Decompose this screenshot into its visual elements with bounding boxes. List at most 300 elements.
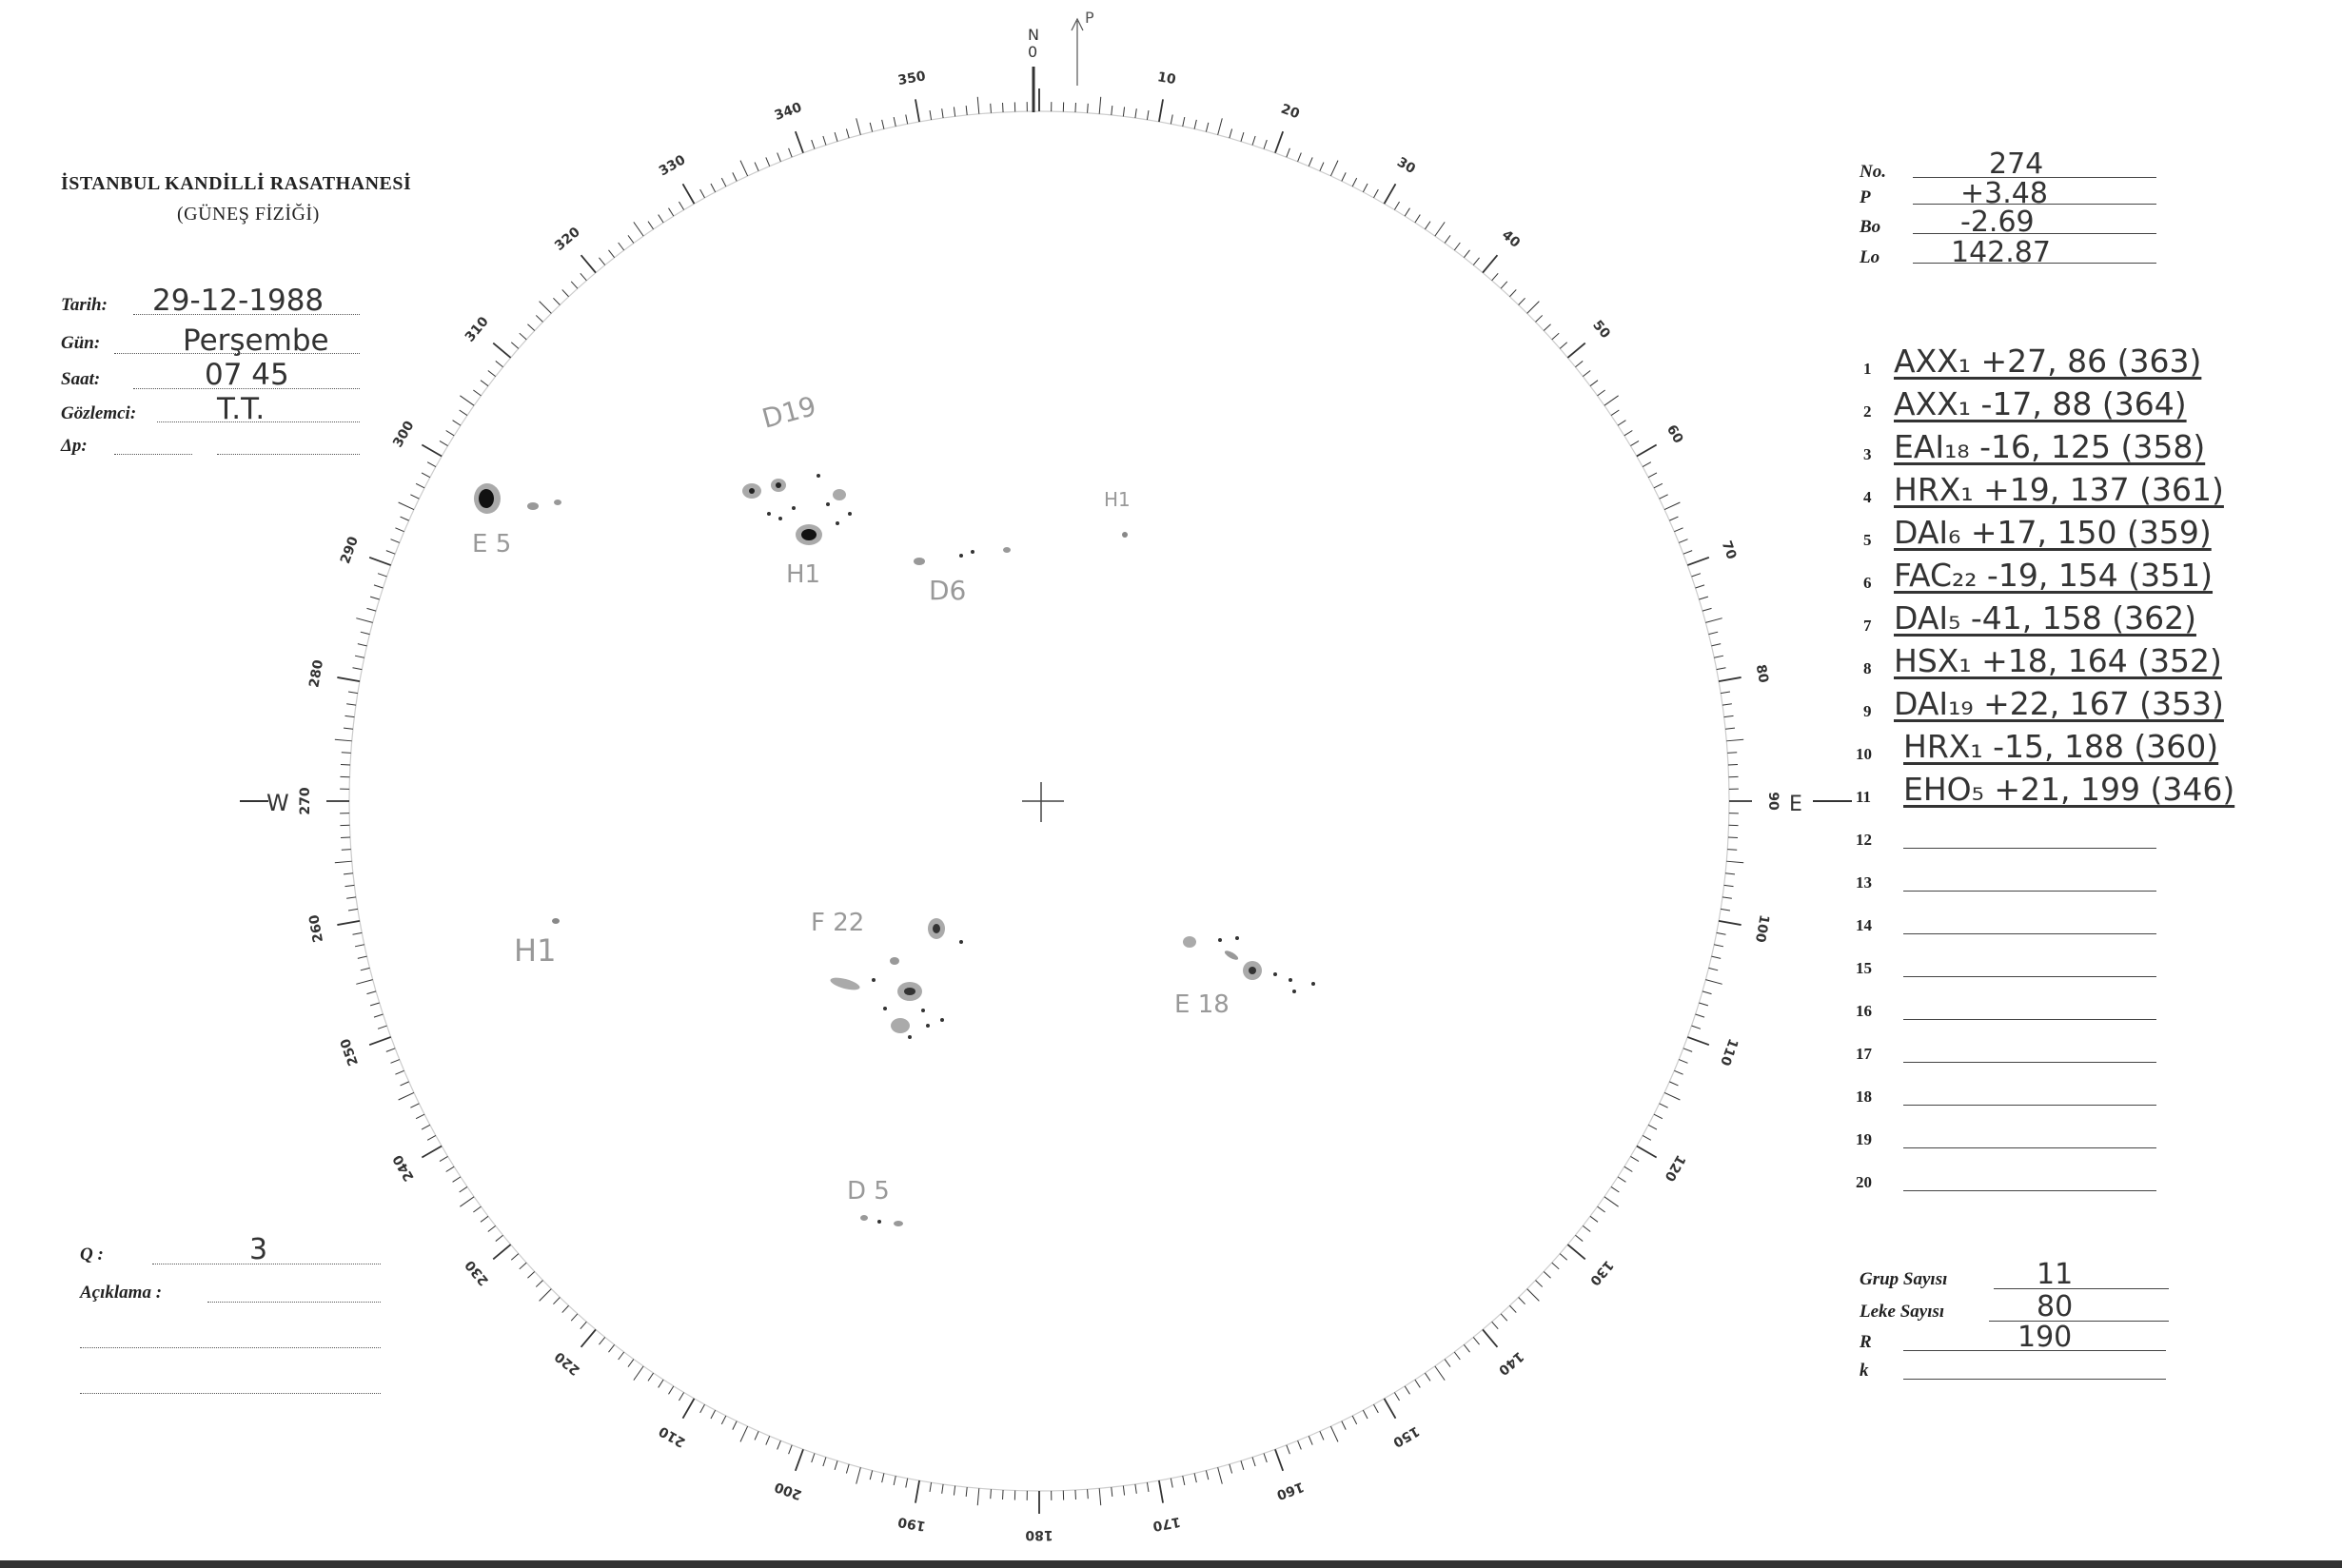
degree-tick — [1726, 861, 1743, 863]
time-label: Saat: — [61, 369, 101, 389]
degree-tick — [581, 273, 587, 281]
group-row-number: 10 — [1856, 745, 1872, 763]
degree-label: 210 — [656, 1422, 689, 1450]
degree-tick — [1425, 222, 1430, 229]
group-row-text: HSX₁ +18, 164 (352) — [1894, 642, 2222, 679]
degree-tick — [460, 1186, 467, 1192]
degree-tick — [399, 502, 414, 510]
degree-tick — [1664, 1092, 1680, 1100]
degree-tick — [1159, 1480, 1163, 1503]
degree-tick — [991, 104, 992, 113]
degree-label: 50 — [1589, 317, 1614, 343]
group-row-number: 4 — [1863, 488, 1872, 506]
degree-tick — [1099, 1488, 1101, 1505]
degree-label: 40 — [1498, 226, 1524, 251]
degree-tick — [882, 1473, 884, 1482]
group-row-number: 18 — [1856, 1088, 1872, 1106]
degree-tick — [1287, 1445, 1290, 1454]
degree-label: 350 — [896, 69, 927, 89]
degree-label: 160 — [1274, 1478, 1307, 1503]
degree-tick — [1552, 333, 1559, 340]
degree-tick — [1218, 1467, 1223, 1483]
degree-tick — [361, 968, 370, 970]
degree-tick — [527, 324, 534, 331]
degree-label: 290 — [337, 534, 363, 566]
degree-tick — [366, 991, 376, 994]
sunspot-group-d19 — [742, 474, 852, 545]
degree-tick — [361, 632, 370, 634]
degree-tick — [386, 551, 395, 555]
group-row-text: AXX₁ -17, 88 (364) — [1894, 385, 2187, 422]
degree-tick — [648, 1373, 654, 1381]
date-label: Tarih: — [61, 295, 108, 315]
degree-label: 180 — [1025, 1527, 1053, 1542]
degree-tick — [1519, 1298, 1525, 1304]
degree-tick — [789, 148, 793, 157]
degree-tick — [1724, 885, 1734, 886]
degree-tick — [1230, 128, 1232, 138]
degree-tick — [453, 421, 461, 425]
degree-tick — [1728, 837, 1738, 838]
degree-tick — [1567, 343, 1584, 358]
degree-tick — [416, 483, 424, 488]
degree-tick — [1206, 123, 1208, 132]
degree-tick — [1527, 302, 1540, 314]
degree-label: 120 — [1661, 1151, 1688, 1185]
degree-tick — [1147, 1482, 1149, 1492]
degree-label: 300 — [390, 418, 418, 451]
spot-label-e5: E 5 — [472, 530, 512, 559]
degree-tick — [1702, 608, 1712, 611]
degree-label: 100 — [1751, 913, 1772, 944]
degree-tick — [1711, 956, 1721, 958]
degree-tick — [344, 715, 354, 716]
degree-tick — [634, 1366, 643, 1381]
degree-tick — [1159, 99, 1163, 122]
degree-tick — [1415, 1380, 1420, 1387]
r-value: 190 — [2017, 1321, 2073, 1354]
degree-tick — [1171, 115, 1172, 125]
degree-tick — [1309, 157, 1312, 166]
degree-label: 130 — [1586, 1257, 1617, 1288]
bo-label: Bo — [1860, 217, 1881, 237]
degree-tick — [619, 243, 624, 250]
degree-tick — [353, 932, 363, 934]
degree-tick — [599, 258, 604, 265]
degree-tick — [1342, 172, 1346, 181]
degree-tick — [954, 1486, 955, 1496]
degree-tick — [777, 153, 781, 162]
day-label: Gün: — [61, 333, 101, 353]
degree-tick — [1567, 1245, 1584, 1259]
degree-tick — [1241, 132, 1244, 142]
degree-tick — [1630, 1156, 1639, 1161]
degree-tick — [1705, 980, 1722, 985]
degree-tick — [536, 315, 542, 322]
degree-label: 200 — [772, 1478, 804, 1503]
degree-tick — [1702, 991, 1712, 994]
degree-tick — [1717, 932, 1726, 934]
degree-tick — [473, 390, 481, 396]
degree-tick — [755, 163, 758, 171]
degree-tick — [1352, 1416, 1357, 1424]
degree-tick — [648, 222, 654, 229]
p-label: P — [1860, 187, 1871, 207]
degree-tick — [395, 1070, 403, 1074]
degree-tick — [1721, 909, 1730, 911]
degree-tick — [460, 410, 467, 416]
spot-count-label: Leke Sayısı — [1860, 1302, 1945, 1322]
degree-tick — [358, 956, 367, 958]
degree-tick — [619, 1352, 624, 1360]
degree-tick — [1674, 1070, 1683, 1074]
group-row-text: DAI₅ -41, 158 (362) — [1894, 599, 2196, 637]
degree-tick — [1598, 1206, 1605, 1212]
group-row-number: 17 — [1856, 1045, 1872, 1063]
degree-tick — [1194, 1473, 1196, 1482]
degree-tick — [1536, 315, 1543, 322]
group-row-number: 8 — [1863, 659, 1872, 677]
degree-tick — [1483, 255, 1497, 272]
time-value: 07 45 — [205, 358, 289, 392]
degree-tick — [427, 462, 436, 467]
degree-tick — [1722, 704, 1732, 705]
p-value: +3.48 — [1960, 177, 2048, 210]
degree-tick — [1643, 462, 1651, 467]
degree-tick — [1598, 390, 1605, 396]
degree-tick — [366, 608, 376, 611]
lo-value: 142.87 — [1951, 236, 2051, 269]
degree-tick — [422, 1125, 430, 1129]
degree-tick — [1719, 921, 1742, 925]
degree-tick — [540, 1289, 552, 1302]
degree-tick — [358, 644, 367, 646]
degree-tick — [740, 161, 748, 176]
degree-tick — [1425, 1373, 1430, 1381]
degree-tick — [1683, 551, 1692, 555]
degree-tick — [1679, 539, 1687, 543]
degree-label: 310 — [462, 314, 492, 345]
degree-label: 280 — [306, 658, 327, 689]
degree-tick — [1464, 1344, 1469, 1352]
degree-tick — [1275, 1449, 1283, 1471]
note-label: Açıklama : — [80, 1283, 163, 1303]
degree-tick — [1183, 1476, 1185, 1485]
degree-tick — [395, 528, 403, 532]
degree-tick — [1473, 258, 1479, 265]
degree-tick — [562, 1305, 569, 1312]
degree-tick — [344, 873, 353, 874]
degree-tick — [1241, 1460, 1244, 1470]
spot-label-h1-left: H1 — [514, 932, 557, 969]
degree-tick — [1123, 107, 1124, 116]
degree-tick — [446, 431, 454, 436]
degree-tick — [1454, 243, 1460, 250]
degree-tick — [1509, 289, 1516, 296]
degree-tick — [1679, 1060, 1687, 1064]
sunspot-group-h1-right — [1122, 532, 1128, 538]
degree-tick — [796, 1449, 803, 1471]
degree-tick — [1088, 1489, 1089, 1499]
degree-tick — [711, 184, 716, 192]
degree-tick — [422, 1147, 442, 1158]
degree-tick — [1660, 1104, 1668, 1107]
degree-tick — [1509, 1305, 1516, 1312]
group-row-text: FAC₂₂ -19, 154 (351) — [1894, 557, 2214, 594]
degree-label: 30 — [1394, 154, 1418, 178]
degree-tick — [342, 850, 351, 851]
degree-tick — [581, 1322, 587, 1329]
north-label: N — [1028, 26, 1039, 44]
group-row-number: 11 — [1856, 788, 1872, 806]
group-row-text: AXX₁ +27, 86 (363) — [1894, 343, 2202, 380]
degree-tick — [1687, 558, 1709, 565]
group-row-number: 6 — [1863, 574, 1872, 592]
degree-tick — [370, 597, 380, 599]
degree-tick — [1721, 692, 1730, 694]
degree-tick — [440, 441, 448, 445]
degree-tick — [659, 1380, 663, 1387]
degree-tick — [1206, 1470, 1208, 1480]
degree-tick — [812, 140, 815, 148]
degree-tick — [1363, 184, 1368, 192]
degree-tick — [740, 1426, 748, 1441]
degree-tick — [536, 1281, 542, 1287]
degree-label: 330 — [656, 152, 689, 180]
date-value: 29-12-1988 — [152, 284, 325, 318]
degree-tick — [1435, 222, 1445, 236]
sunspot-group-d5 — [860, 1215, 903, 1226]
degree-tick — [1264, 1454, 1267, 1462]
degree-label: 140 — [1495, 1348, 1526, 1379]
degree-tick — [1624, 431, 1632, 436]
lo-label: Lo — [1860, 247, 1880, 267]
degree-tick — [683, 184, 695, 204]
degree-tick — [1287, 148, 1290, 157]
degree-tick — [378, 574, 386, 577]
degree-tick — [399, 1092, 414, 1100]
degree-tick — [481, 381, 488, 386]
degree-tick — [1618, 1177, 1625, 1182]
degree-tick — [1218, 118, 1223, 134]
degree-tick — [1611, 410, 1619, 416]
degree-tick — [1719, 677, 1742, 681]
degree-tick — [1726, 739, 1743, 741]
degree-tick — [1405, 1386, 1409, 1394]
degree-tick — [700, 189, 705, 198]
spot-label-h1-top: H1 — [786, 560, 821, 589]
degree-tick — [1654, 483, 1663, 488]
degree-tick — [1699, 597, 1708, 599]
degree-tick — [493, 1245, 510, 1259]
no-value: 274 — [1989, 147, 2044, 181]
degree-tick — [1194, 120, 1196, 129]
degree-tick — [1363, 1410, 1368, 1419]
group-row-number: 16 — [1856, 1002, 1872, 1020]
degree-tick — [1373, 189, 1378, 198]
degree-tick — [1385, 1399, 1396, 1419]
degree-tick — [1705, 618, 1722, 623]
degree-tick — [1483, 1329, 1497, 1346]
degree-tick — [628, 1360, 634, 1367]
degree-tick — [369, 558, 391, 565]
degree-tick — [835, 132, 837, 142]
degree-tick — [1298, 153, 1302, 162]
degree-tick — [1674, 528, 1683, 532]
degree-tick — [1725, 728, 1735, 729]
degree-label: 90 — [1765, 792, 1781, 811]
degree-tick — [1583, 370, 1590, 376]
degree-tick — [337, 677, 360, 681]
degree-tick — [1683, 1049, 1692, 1052]
degree-tick — [669, 208, 674, 216]
degree-tick — [1527, 1289, 1540, 1302]
degree-tick — [1575, 1235, 1583, 1241]
degree-tick — [1492, 273, 1499, 281]
spot-label-d19: D19 — [758, 390, 820, 435]
degree-tick — [422, 473, 430, 478]
spot-label-d5: D 5 — [847, 1177, 890, 1205]
degree-tick — [1099, 97, 1101, 114]
degree-tick — [427, 1135, 436, 1140]
group-row-number: 3 — [1863, 445, 1872, 463]
degree-tick — [1696, 585, 1705, 588]
r-label: R — [1860, 1332, 1872, 1352]
degree-tick — [966, 106, 967, 115]
group-row-text: DAI₁₉ +22, 167 (353) — [1894, 685, 2224, 722]
observer-value: T.T. — [217, 392, 266, 426]
degree-tick — [977, 97, 979, 114]
degree-tick — [341, 765, 350, 766]
degree-tick — [481, 1216, 488, 1222]
degree-tick — [348, 692, 358, 694]
degree-tick — [1330, 161, 1338, 176]
degree-tick — [355, 656, 364, 657]
degree-tick — [410, 495, 419, 499]
degree-tick — [700, 1404, 705, 1413]
degree-tick — [954, 107, 955, 116]
degree-tick — [1637, 1147, 1657, 1158]
group-row-number: 1 — [1863, 360, 1872, 378]
degree-tick — [356, 618, 372, 623]
degree-tick — [493, 343, 510, 358]
degree-tick — [356, 980, 372, 985]
bo-value: -2.69 — [1960, 206, 2035, 239]
degree-tick — [553, 298, 560, 304]
degree-tick — [1330, 1426, 1338, 1441]
degree-tick — [1590, 381, 1598, 386]
degree-tick — [355, 945, 364, 947]
degree-tick — [870, 1470, 872, 1480]
spot-label-e18: E 18 — [1174, 990, 1230, 1019]
degree-tick — [1604, 1197, 1619, 1206]
degree-label: 260 — [306, 913, 327, 944]
degree-tick — [1003, 1490, 1004, 1499]
dp-label: Δp: — [61, 436, 88, 456]
degree-tick — [915, 1480, 919, 1503]
degree-tick — [1560, 343, 1567, 349]
degree-tick — [348, 909, 358, 911]
degree-tick — [581, 255, 596, 272]
degree-tick — [488, 370, 496, 376]
degree-tick — [1544, 324, 1550, 331]
group-row-number: 14 — [1856, 916, 1872, 934]
pole-label: P — [1085, 9, 1094, 27]
institution-title: İSTANBUL KANDİLLİ RASATHANESİ — [61, 173, 412, 194]
degree-tick — [335, 861, 352, 863]
west-label: W — [266, 790, 289, 816]
degree-tick — [571, 282, 578, 288]
degree-tick — [1373, 1404, 1378, 1413]
group-row-number: 12 — [1856, 831, 1872, 849]
degree-tick — [540, 302, 552, 314]
degree-tick — [991, 1489, 992, 1499]
sunspot-group-e18 — [1183, 936, 1315, 993]
group-row-number: 15 — [1856, 959, 1872, 977]
degree-tick — [369, 1037, 391, 1045]
degree-tick — [966, 1487, 967, 1497]
degree-tick — [755, 1431, 758, 1440]
degree-tick — [1135, 1484, 1136, 1494]
degree-tick — [1699, 1003, 1708, 1006]
degree-tick — [1320, 1431, 1324, 1440]
degree-tick — [1275, 131, 1283, 153]
day-value: Perşembe — [183, 323, 329, 358]
degree-tick — [1711, 644, 1721, 646]
degree-tick — [1575, 361, 1583, 366]
degree-tick — [1717, 668, 1726, 670]
degree-tick — [1648, 473, 1657, 478]
degree-tick — [634, 222, 643, 236]
degree-tick — [527, 1271, 534, 1278]
degree-tick — [942, 1484, 943, 1494]
degree-tick — [1630, 441, 1639, 445]
degree-tick — [894, 1476, 895, 1485]
degree-tick — [1536, 1281, 1543, 1287]
degree-tick — [1624, 1166, 1632, 1171]
degree-label: 320 — [552, 224, 583, 254]
degree-tick — [823, 136, 826, 146]
degree-tick — [1405, 208, 1409, 216]
degree-tick — [1464, 250, 1469, 258]
degree-tick — [1696, 1014, 1705, 1017]
degree-tick — [1708, 968, 1718, 970]
degree-tick — [571, 1314, 578, 1321]
group-row-number: 20 — [1856, 1173, 1872, 1191]
degree-tick — [1252, 136, 1255, 146]
degree-tick — [346, 897, 356, 898]
degree-tick — [1660, 495, 1668, 499]
degree-tick — [1352, 178, 1357, 186]
degree-tick — [342, 753, 351, 754]
group-row-text: EAI₁₈ -16, 125 (358) — [1894, 428, 2206, 465]
degree-tick — [1724, 715, 1734, 716]
degree-tick — [410, 1104, 419, 1107]
degree-tick — [812, 1454, 815, 1462]
degree-tick — [374, 585, 384, 588]
degree-tick — [1385, 184, 1396, 204]
degree-tick — [344, 885, 354, 886]
degree-tick — [553, 1298, 560, 1304]
degree-tick — [733, 172, 737, 181]
sunspot-group-h1-left — [552, 918, 560, 924]
degree-tick — [679, 1392, 683, 1401]
degree-tick — [1252, 1458, 1255, 1467]
degree-tick — [711, 1410, 716, 1419]
degree-label: 340 — [772, 99, 804, 125]
group-row-number: 9 — [1863, 702, 1872, 720]
degree-tick — [930, 110, 932, 120]
